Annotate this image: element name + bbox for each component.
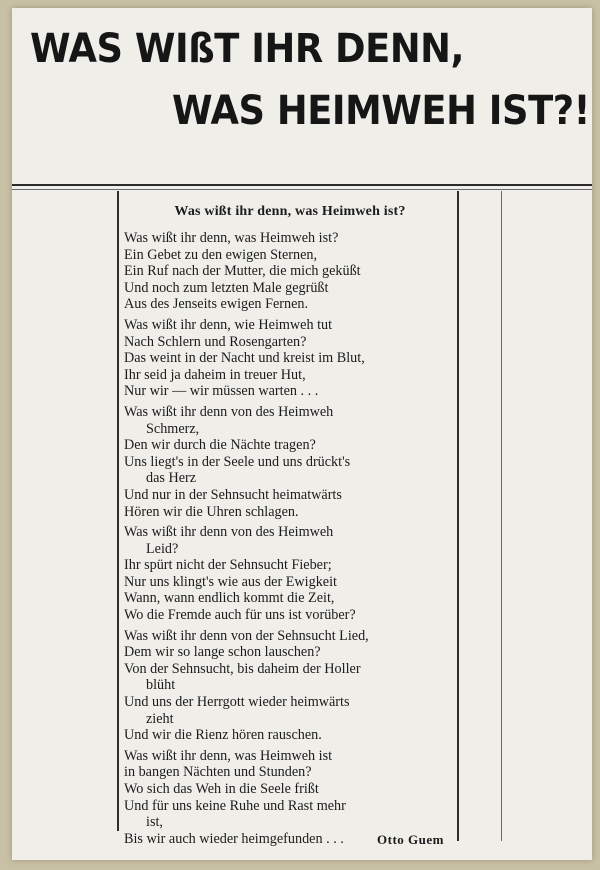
column-rule-right	[457, 191, 459, 841]
poem-line: Hören wir die Uhren schlagen.	[124, 503, 299, 520]
poem-line: Den wir durch die Nächte tragen?	[124, 437, 316, 454]
headline-line-2: WAS HEIMWEH IST?!	[172, 88, 590, 134]
poem-stanza	[124, 230, 456, 313]
poem-stanza	[124, 524, 456, 624]
column-rule-left	[117, 191, 119, 831]
poem-line: Bis wir auch wieder heimgefunden . . .	[124, 830, 344, 847]
poem-line: Und uns der Herrgott wieder heimwärts	[124, 694, 350, 711]
poem-line: Dem wir so lange schon lauschen?	[124, 644, 321, 661]
newspaper-clipping	[12, 8, 592, 860]
poem-line: Und nur in der Sehnsucht heimatwärts	[124, 486, 342, 503]
poem-line: Ihr spürt nicht der Sehnsucht Fieber;	[124, 557, 332, 574]
poem-column	[124, 204, 456, 847]
poem-line: das Herz	[146, 470, 197, 487]
poem-line: Leid?	[146, 540, 179, 557]
poem-line: Aus des Jenseits ewigen Fernen.	[124, 296, 309, 313]
header-rule	[12, 184, 592, 186]
poem-line: Das weint in der Nacht und kreist im Blut,	[124, 350, 365, 367]
poem-line: Wo sich das Weh in die Seele frißt	[124, 781, 319, 797]
poem-line: zieht	[146, 710, 174, 727]
poem-line: Uns liegt's in der Seele und uns drückt's	[124, 453, 351, 470]
poem-line: Wo die Fremde auch für uns ist vorüber?	[124, 607, 356, 624]
poem-line: Was wißt ihr denn, wie Heimweh tut	[124, 316, 333, 333]
column-rule-far-right	[501, 191, 502, 841]
poem-title: Was wißt ihr denn, was Heimweh ist?	[174, 204, 406, 219]
poem-line: Ihr seid ja daheim in treuer Hut,	[124, 366, 306, 383]
poem-line: ist,	[146, 814, 163, 831]
poem-author: Otto Guem	[377, 832, 444, 847]
headline-line-1: WAS WIßT IHR DENN,	[30, 26, 465, 72]
poem-line: Nur wir — wir müssen warten . . .	[124, 383, 319, 400]
poem-stanzas	[124, 230, 456, 847]
poem-line: blüht	[146, 677, 176, 694]
poem-line: Und für uns keine Ruhe und Rast mehr	[124, 797, 346, 814]
poem-line: Was wißt ihr denn von des Heimweh	[124, 403, 334, 420]
poem-stanza	[124, 628, 456, 744]
poem-line: Ein Ruf nach der Mutter, die mich geküßt	[124, 263, 361, 280]
poem-line: Und noch zum letzten Male gegrüßt	[124, 279, 329, 296]
poem-line: Was wißt ihr denn, was Heimweh ist	[124, 747, 333, 764]
poem-line: Nach Schlern und Rosengarten?	[124, 333, 307, 350]
poem-line: Was wißt ihr denn, was Heimweh ist?	[124, 230, 339, 246]
poem-line: Schmerz,	[146, 420, 200, 437]
poem-line: Was wißt ihr denn von des Heimweh	[124, 524, 334, 541]
poem-line: Wann, wann endlich kommt die Zeit,	[124, 590, 335, 607]
headline	[12, 8, 592, 186]
poem-line: Von der Sehnsucht, bis daheim der Holler	[124, 660, 361, 677]
header-rule-thin	[12, 189, 592, 190]
poem-line: Und wir die Rienz hören rauschen.	[124, 727, 322, 744]
poem-stanza	[124, 317, 456, 400]
poem-stanza	[124, 404, 456, 520]
poem-line: Was wißt ihr denn von der Sehnsucht Lied,	[124, 627, 369, 644]
poem-line: in bangen Nächten und Stunden?	[124, 764, 312, 781]
poem-line: Ein Gebet zu den ewigen Sternen,	[124, 246, 318, 263]
poem-line: Nur uns klingt's wie aus der Ewigkeit	[124, 573, 337, 590]
